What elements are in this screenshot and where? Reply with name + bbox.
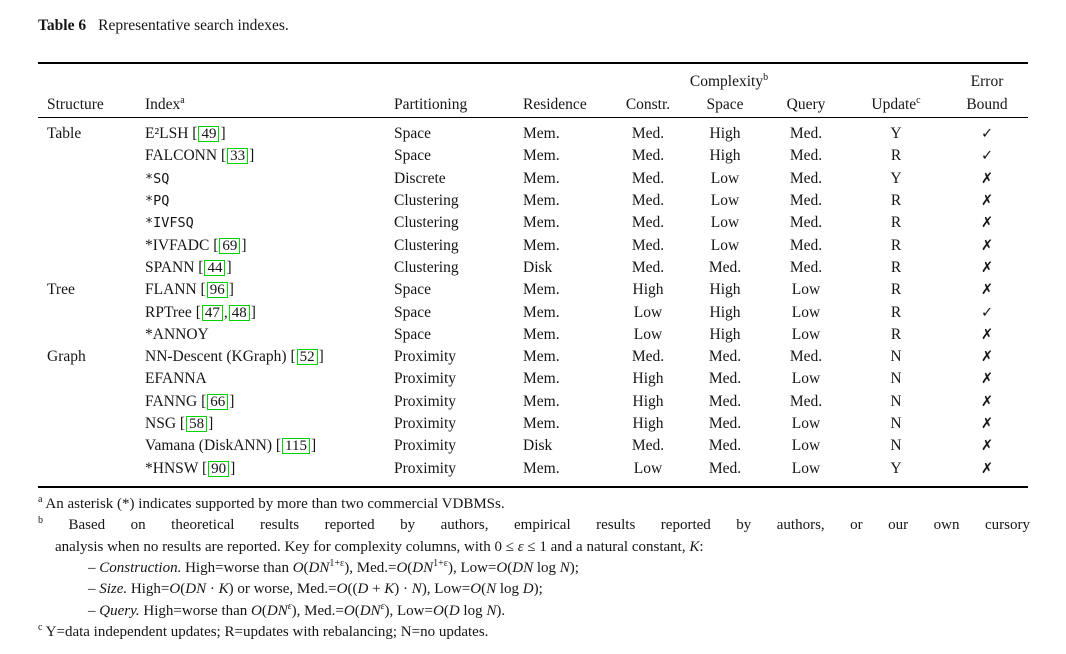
index-name: NN-Descent (KGraph) xyxy=(145,348,287,366)
cell-query: Med. xyxy=(789,169,823,187)
cell-residence: Disk xyxy=(523,258,553,276)
cell-space: High xyxy=(709,303,741,321)
cell-index: NSG [ 58 ] xyxy=(145,415,214,432)
cell-constr: High xyxy=(632,370,664,388)
cell-error-bound xyxy=(946,346,1028,368)
cell-partitioning: Space xyxy=(394,281,432,299)
index-name: FANNG xyxy=(145,392,198,410)
citation-link[interactable]: 115 xyxy=(282,438,310,454)
footnote-line: – Query. High=worse than $O(DN^\varepsilon)$, $Med.=O(DN^\varepsilon)$, Low=O(D log N). xyxy=(88,600,506,619)
cross-icon: ✗ xyxy=(980,237,994,254)
cell-error-bound xyxy=(946,118,1028,146)
cell-residence: Disk xyxy=(523,437,553,455)
citation-link[interactable]: 66 xyxy=(207,394,228,410)
cell-structure xyxy=(38,324,136,346)
cell-query: Low xyxy=(791,281,821,299)
cell-space: Low xyxy=(710,169,740,187)
cell-query: Low xyxy=(791,303,821,321)
cell-partitioning: Proximity xyxy=(394,370,457,388)
cell-constr: Med. xyxy=(631,214,665,232)
cell-residence: Mem. xyxy=(523,348,560,366)
cell-partitioning: Proximity xyxy=(394,437,457,455)
index-name: *ANNOY xyxy=(145,325,209,343)
cell-error-bound xyxy=(946,212,1028,234)
cell-space: Low xyxy=(710,192,740,210)
cell-constr: High xyxy=(632,281,664,299)
footnote-line: $^a$ An asterisk (*) indicates supported by more than two commercial VDBMSs. xyxy=(38,493,505,512)
cell-residence: Mem. xyxy=(523,303,560,321)
check-icon: ✓ xyxy=(980,126,994,143)
cell-partitioning: Proximity xyxy=(394,459,457,477)
cell-residence: Mem. xyxy=(523,370,560,388)
cell-space: Med. xyxy=(708,348,742,366)
cell-error-bound xyxy=(946,324,1028,346)
cell-update: N xyxy=(890,370,902,388)
cell-structure xyxy=(38,145,136,167)
citation-link[interactable]: 47 xyxy=(202,305,223,321)
cell-error-bound xyxy=(946,413,1028,435)
footnote-marker: c xyxy=(38,622,43,634)
cell-index: FLANN [ 96 ] xyxy=(145,281,234,299)
cross-icon: ✗ xyxy=(980,371,994,388)
cell-query: Med. xyxy=(789,147,823,165)
cell-partitioning: Proximity xyxy=(394,392,457,410)
table-row xyxy=(38,368,1028,390)
citation-link[interactable]: 90 xyxy=(208,461,229,477)
cell-error-bound xyxy=(946,145,1028,167)
header-row xyxy=(38,91,1028,118)
index-name: RPTree xyxy=(145,303,192,321)
cell-index: FANNG [ 66 ] xyxy=(145,392,235,410)
cell-structure xyxy=(38,212,136,234)
cell-space: Med. xyxy=(708,258,742,276)
cell-index: *IVFADC [ 69 ] xyxy=(145,236,247,254)
cell-constr: Med. xyxy=(631,125,665,143)
table-row xyxy=(38,212,1028,234)
cell-query: Med. xyxy=(789,392,823,410)
cell-index: *HNSW [ 90 ] xyxy=(145,459,236,477)
index-name: *HNSW xyxy=(145,459,199,477)
table-caption xyxy=(38,17,1066,35)
cell-structure: Table xyxy=(47,125,82,143)
table-row xyxy=(38,118,1028,146)
table-row xyxy=(38,301,1028,323)
cell-index: Vamana (DiskANN) [ 115 ] xyxy=(145,437,317,455)
cell-index: RPTree [ 47 , 48 ] xyxy=(145,303,256,321)
cross-icon: ✗ xyxy=(980,170,994,187)
col-header-structure: Structure xyxy=(47,96,104,113)
cell-residence: Mem. xyxy=(523,125,560,143)
cell-update: N xyxy=(890,415,902,432)
cell-update: R xyxy=(890,258,902,276)
col-header-index: Index$^a$ xyxy=(145,94,185,113)
table-row xyxy=(38,279,1028,301)
cell-residence: Mem. xyxy=(523,459,560,477)
cell-query: Med. xyxy=(789,125,823,143)
col-header-error: Error xyxy=(970,73,1004,90)
cell-update: Y xyxy=(890,125,902,143)
cell-error-bound xyxy=(946,234,1028,256)
header-spacer xyxy=(846,63,946,91)
cell-index xyxy=(136,324,385,346)
cell-query: Low xyxy=(791,370,821,388)
cell-error-bound xyxy=(946,457,1028,486)
col-header-residence: Residence xyxy=(523,96,587,113)
citation-link[interactable]: 49 xyxy=(198,126,219,142)
col-group-complexity: Complexity$^b$ xyxy=(689,71,769,90)
cell-query: Med. xyxy=(789,192,823,210)
cell-space: High xyxy=(709,125,741,143)
cell-space: Med. xyxy=(708,370,742,388)
cell-residence: Mem. xyxy=(523,147,560,165)
cell-update: N xyxy=(890,437,902,455)
caption-text: Representative search indexes. xyxy=(98,17,289,34)
cell-residence: Mem. xyxy=(523,415,560,432)
cell-structure xyxy=(38,190,136,212)
cell-space: Med. xyxy=(708,459,742,477)
col-header-space: Space xyxy=(706,96,744,113)
cell-query: Low xyxy=(791,325,821,343)
cross-icon: ✗ xyxy=(980,460,994,477)
cell-constr: Med. xyxy=(631,147,665,165)
cell-structure: Tree xyxy=(47,281,75,299)
index-name: FLANN xyxy=(145,281,197,299)
footnotes xyxy=(38,494,1030,644)
index-name: *IVFADC xyxy=(145,236,210,254)
citation-link[interactable]: 48 xyxy=(229,305,250,321)
cell-update: N xyxy=(890,348,902,366)
cell-constr: Med. xyxy=(631,258,665,276)
index-name: *SQ xyxy=(145,170,170,187)
cell-index xyxy=(136,190,385,212)
cell-update: R xyxy=(890,281,902,299)
index-name: SPANN xyxy=(145,258,195,276)
cell-partitioning: Clustering xyxy=(394,258,459,276)
index-name: Vamana (DiskANN) xyxy=(145,437,272,455)
citation-link[interactable]: 58 xyxy=(186,416,207,432)
cell-residence: Mem. xyxy=(523,169,560,187)
cell-constr: High xyxy=(632,392,664,410)
cell-update: R xyxy=(890,236,902,254)
table-row xyxy=(38,413,1028,435)
cell-space: Med. xyxy=(708,392,742,410)
cell-partitioning: Space xyxy=(394,303,432,321)
cross-icon: ✗ xyxy=(980,349,994,366)
cell-structure xyxy=(38,413,136,435)
cell-constr: Med. xyxy=(631,236,665,254)
cell-space: Low xyxy=(710,214,740,232)
footnote-marker: a xyxy=(38,493,43,505)
cross-icon: ✗ xyxy=(980,259,994,276)
citation-link[interactable]: 44 xyxy=(204,260,225,276)
cell-index xyxy=(136,168,385,190)
cell-space: High xyxy=(709,281,741,299)
index-name: FALCONN xyxy=(145,147,218,165)
cell-residence: Mem. xyxy=(523,281,560,299)
cross-icon: ✗ xyxy=(980,193,994,210)
cross-icon: ✗ xyxy=(980,393,994,410)
cell-index: E²LSH [ 49 ] xyxy=(145,125,226,143)
header-spacer xyxy=(38,63,612,91)
check-icon: ✓ xyxy=(980,148,994,165)
cell-index xyxy=(136,368,385,390)
cell-structure xyxy=(38,301,136,323)
cell-query: Low xyxy=(791,415,821,432)
cell-update: R xyxy=(890,325,902,343)
cell-update: Y xyxy=(890,459,902,477)
table-row xyxy=(38,391,1028,413)
cell-constr: Low xyxy=(633,459,663,477)
col-header-update: Update$^c$ xyxy=(871,94,921,113)
cell-residence: Mem. xyxy=(523,192,560,210)
cell-index xyxy=(136,212,385,234)
cell-constr: Med. xyxy=(631,437,665,455)
table-row xyxy=(38,457,1028,486)
cell-index: SPANN [ 44 ] xyxy=(145,258,232,276)
cell-space: Med. xyxy=(708,415,742,432)
cross-icon: ✗ xyxy=(980,215,994,232)
table-row xyxy=(38,257,1028,279)
cell-space: Low xyxy=(710,236,740,254)
index-name: NSG xyxy=(145,415,177,432)
index-name: EFANNA xyxy=(145,370,207,388)
table-row xyxy=(38,324,1028,346)
col-header-constr: Constr. xyxy=(625,96,671,113)
cell-constr: Med. xyxy=(631,169,665,187)
table-row xyxy=(38,168,1028,190)
cross-icon: ✗ xyxy=(980,416,994,432)
footnote-line: analysis when no results are reported. Key for complexity columns, with 0 ≤ ε ≤ 1 and a natural constant, K: xyxy=(55,538,704,555)
cell-structure: Graph xyxy=(47,348,86,366)
cell-structure xyxy=(38,234,136,256)
cell-constr: Med. xyxy=(631,192,665,210)
cross-icon: ✗ xyxy=(980,282,994,299)
cell-update: R xyxy=(890,303,902,321)
table-row xyxy=(38,346,1028,368)
cell-partitioning: Space xyxy=(394,125,432,143)
check-icon: ✓ xyxy=(980,304,994,321)
cell-partitioning: Proximity xyxy=(394,348,457,366)
cell-update: Y xyxy=(890,169,902,187)
cell-structure xyxy=(38,368,136,390)
table-body xyxy=(38,118,1028,487)
cell-structure xyxy=(38,457,136,486)
cell-error-bound xyxy=(946,168,1028,190)
cross-icon: ✗ xyxy=(980,438,994,455)
footnote-line: – Size. High=O(DN · K) or worse, Med.=O((D + K) · N), Low=O(N log D); xyxy=(88,581,543,598)
cell-space: Med. xyxy=(708,437,742,455)
cell-partitioning: Clustering xyxy=(394,192,459,210)
table-row xyxy=(38,190,1028,212)
cell-residence: Mem. xyxy=(523,214,560,232)
cell-partitioning: Space xyxy=(394,147,432,165)
cell-query: Med. xyxy=(789,348,823,366)
cross-icon: ✗ xyxy=(980,326,994,343)
cell-structure xyxy=(38,391,136,413)
cell-error-bound xyxy=(946,279,1028,301)
cell-update: R xyxy=(890,192,902,210)
cell-query: Low xyxy=(791,459,821,477)
search-indexes-table xyxy=(38,62,1028,488)
col-header-query: Query xyxy=(786,96,826,113)
cell-residence: Mem. xyxy=(523,325,560,343)
footnote-marker: b xyxy=(38,515,43,527)
cell-query: Med. xyxy=(789,258,823,276)
cell-error-bound xyxy=(946,257,1028,279)
footnote-line: $^b$ Based on theoretical results reported by authors, empirical results reported by authors, or our own cursory xyxy=(38,515,1030,534)
table-row xyxy=(38,435,1028,457)
col-header-partitioning: Partitioning xyxy=(394,96,468,113)
cell-partitioning: Clustering xyxy=(394,214,459,232)
cell-query: Med. xyxy=(789,236,823,254)
cell-constr: Med. xyxy=(631,348,665,366)
table-row xyxy=(38,145,1028,167)
caption-label: Table 6 xyxy=(38,17,87,34)
cell-query: Low xyxy=(791,437,821,455)
cell-error-bound xyxy=(946,190,1028,212)
cell-partitioning: Clustering xyxy=(394,236,459,254)
table-row xyxy=(38,234,1028,256)
cell-residence: Mem. xyxy=(523,236,560,254)
index-name: E²LSH xyxy=(145,125,189,143)
cell-constr: Low xyxy=(633,325,663,343)
citation-link[interactable]: 96 xyxy=(207,282,228,298)
cell-structure xyxy=(38,435,136,457)
cell-update: R xyxy=(890,214,902,232)
col-header-bound: Bound xyxy=(966,96,1008,113)
cell-error-bound xyxy=(946,301,1028,323)
cell-residence: Mem. xyxy=(523,392,560,410)
cell-update: N xyxy=(890,392,902,410)
cell-partitioning: Proximity xyxy=(394,415,457,432)
header-group-row xyxy=(38,63,1028,91)
cell-index: NN-Descent (KGraph) [ 52 ] xyxy=(145,348,324,366)
cell-partitioning: Space xyxy=(394,325,432,343)
index-name: *IVFSQ xyxy=(145,215,194,232)
cell-constr: High xyxy=(632,415,664,432)
cell-partitioning: Discrete xyxy=(394,169,446,187)
index-name: *PQ xyxy=(145,193,170,210)
cell-query: Med. xyxy=(789,214,823,232)
citation-link[interactable]: 33 xyxy=(227,148,248,164)
footnote-line: – Construction. High=worse than $O(DN^{1+\varepsilon})$, $Med.=O(DN^{1+\varepsilon})$, Low=O(DN log N); xyxy=(88,557,579,576)
citation-link[interactable]: 52 xyxy=(297,349,318,365)
table-header xyxy=(38,63,1028,118)
cell-space: High xyxy=(709,147,741,165)
citation-link[interactable]: 69 xyxy=(219,238,240,254)
cell-error-bound xyxy=(946,391,1028,413)
cell-update: R xyxy=(890,147,902,165)
cell-error-bound xyxy=(946,368,1028,390)
cell-structure xyxy=(38,168,136,190)
footnote-line: $^c$ Y=data independent updates; R=updates with rebalancing; N=no updates. xyxy=(38,622,489,641)
cell-structure xyxy=(38,257,136,279)
cell-space: High xyxy=(709,325,741,343)
cell-constr: Low xyxy=(633,303,663,321)
cell-error-bound xyxy=(946,435,1028,457)
cell-index: FALCONN [ 33 ] xyxy=(145,147,255,165)
